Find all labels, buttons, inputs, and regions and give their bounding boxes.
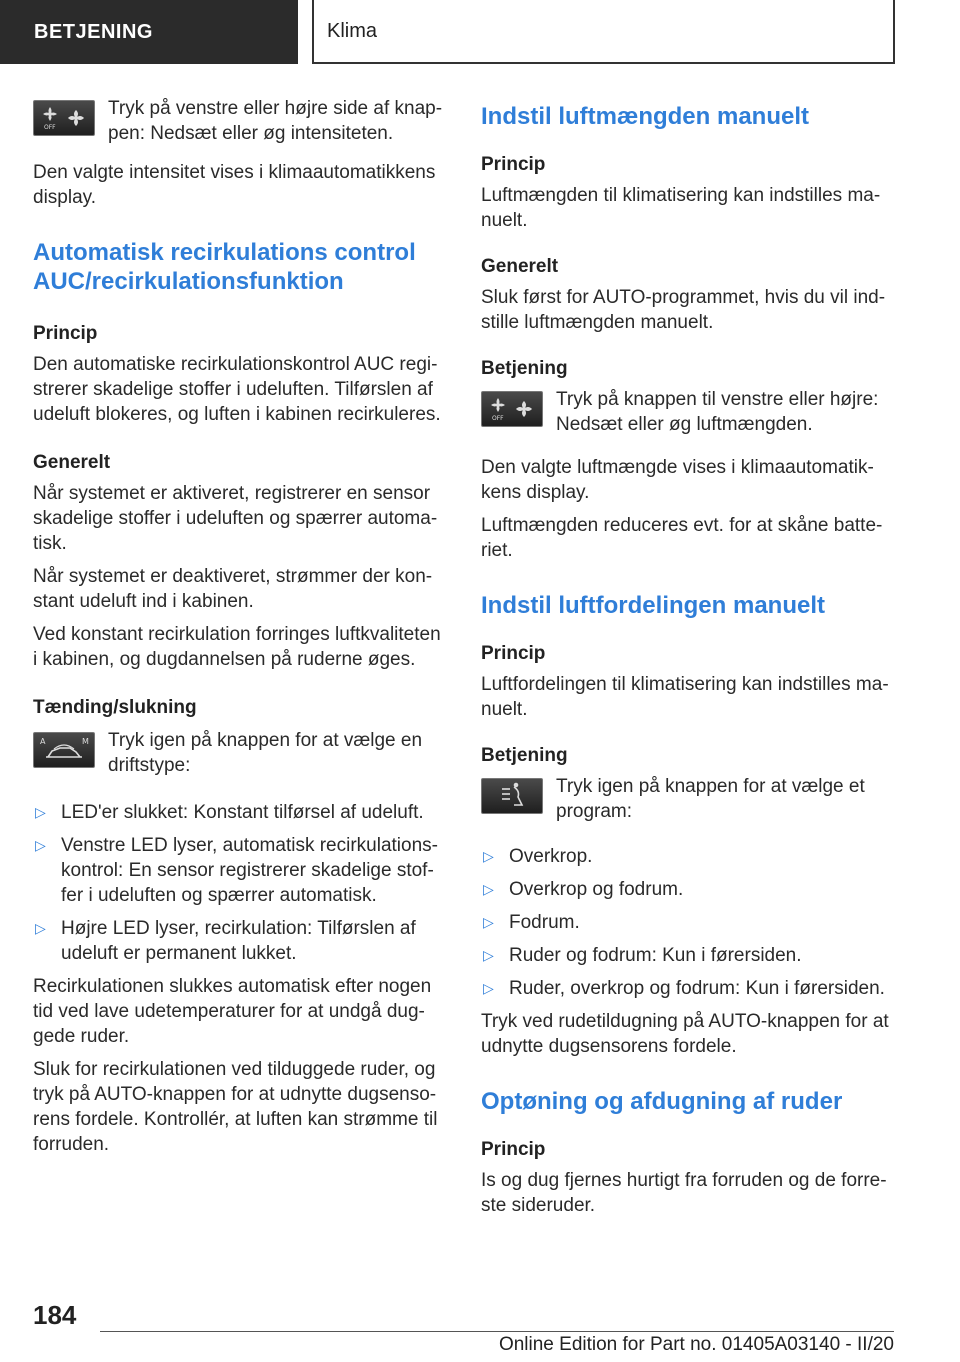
fordeling-princip: Luftfordelingen til klimatisering kan indstilles manuelt.: [481, 674, 889, 720]
princip-title: Princip: [481, 643, 546, 664]
fan-button-icon: [481, 391, 543, 427]
intro-para: Den valgte intensitet vises i klimaautomatikkens display.: [33, 162, 436, 208]
recirculation-button-icon: [33, 732, 95, 768]
bullet-triangle-icon: ▷: [35, 804, 46, 820]
list-item: ▷ Overkrop.: [483, 846, 593, 867]
list-item: ▷ Ruder, overkrop og fodrum: Kun i førersiden.: [483, 978, 885, 999]
princip-title: Princip: [33, 323, 98, 344]
generelt-title: Generelt: [33, 452, 111, 473]
luft-p2: Luftmængden reduceres evt. for at skåne batteriet.: [481, 515, 883, 561]
after-p1: Recirkulationen slukkes automatisk efter nogen tid ved lave udetemperaturer for at undgå duggede ruder.: [33, 976, 432, 1047]
recirc-modes-list: [33, 800, 445, 966]
air-distribution-button-icon: [481, 778, 543, 814]
page-number: 184: [33, 1300, 77, 1330]
bullet-triangle-icon: ▷: [483, 914, 494, 930]
svg-text:OFF: OFF: [44, 124, 56, 131]
list-item: ▷ Overkrop og fodrum.: [483, 879, 684, 900]
svg-text:A: A: [40, 737, 46, 746]
bullet-triangle-icon: ▷: [483, 947, 494, 963]
generelt-title: Generelt: [481, 256, 559, 277]
princip-title: Princip: [481, 154, 546, 175]
bullet-triangle-icon: ▷: [35, 837, 46, 853]
airdist-program-list: [481, 844, 896, 1001]
taending-icon-text: Tryk igen på knappen for at vælge en driftstype:: [108, 730, 423, 776]
princip-title: Princip: [481, 1139, 546, 1160]
list-item: ▷ Ruder og fodrum: Kun i førersiden.: [483, 945, 802, 966]
header-chapter-label: Klima: [327, 19, 378, 42]
list-item: ▷ LED'er slukket: Konstant tilførsel af udeluft.: [35, 802, 424, 823]
intro-text: Tryk på venstre eller højre side af knappen: Nedsæt eller øg intensiteten.: [108, 98, 443, 144]
taending-title: Tænding/slukning: [33, 697, 197, 718]
footer-edition: Online Edition for Part no. 01405A03140 - II/20: [498, 1334, 894, 1355]
generelt-p3: Ved konstant recirkulation forringes luftkvaliteten i kabinen, og dugdannelsen på ruderne øges.: [33, 624, 441, 670]
recirc-instruction: [33, 728, 445, 778]
right-column: [481, 96, 896, 1232]
luft-instruction: [481, 387, 896, 437]
heading-luftmaengde: Indstil luftmængden manuelt: [481, 103, 809, 130]
after-p2: Sluk for recirkulationen ved tilduggede ruder, og tryk på AUTO-knappen for at udnytte dugsensorens fordele. Kontrollér, at luften kan strømme til forruden.: [33, 1059, 438, 1155]
generelt-p1: Når systemet er aktiveret, registrerer en sensor skadelige stoffer i udeluften og spærrer automatisk.: [33, 483, 438, 554]
luft-icon-text: Tryk på knappen til venstre eller højre: Nedsæt eller øg luftmængden.: [556, 389, 879, 435]
princip-text: Den automatiske recirkulationskontrol AUC registrerer skadelige stoffer i udeluften. Tilførslen af udeluft blokeres, og luften i kabinen recirkuleres.: [33, 354, 441, 425]
header-section: [0, 0, 298, 64]
bullet-triangle-icon: ▷: [483, 848, 494, 864]
fan-button-icon: [33, 100, 95, 136]
luft-princip: Luftmængden til klimatisering kan indstilles manuelt.: [481, 185, 881, 231]
fan-intensity-instruction: [33, 96, 445, 146]
betjening-title: Betjening: [481, 745, 568, 766]
footer-divider: [100, 1331, 894, 1332]
bullet-triangle-icon: ▷: [483, 980, 494, 996]
fordeling-icon-text: Tryk igen på knappen for at vælge et program:: [556, 776, 865, 822]
svg-text:OFF: OFF: [492, 415, 504, 422]
list-item: ▷ Fodrum.: [483, 912, 580, 933]
generelt-p2: Når systemet er deaktiveret, strømmer der konstant udeluft ind i kabinen.: [33, 566, 433, 612]
header-section-label: BETJENING: [34, 20, 153, 43]
list-item: ▷ Venstre LED lyser, automatisk recirkulationskontrol: En sensor registrerer skadelige stoffer i udeluften og spærrer automatisk.: [35, 835, 438, 906]
heading-optoning: Optøning og afdugning af ruder: [481, 1088, 843, 1115]
optoning-text: Is og dug fjernes hurtigt fra forruden og de forreste sideruder.: [481, 1170, 887, 1216]
fordeling-after: Tryk ved rudetildugning på AUTO-knappen for at udnytte dugsensorens fordele.: [481, 1011, 889, 1057]
svg-text:M: M: [82, 737, 89, 746]
betjening-title: Betjening: [481, 358, 568, 379]
bullet-triangle-icon: ▷: [483, 881, 494, 897]
heading-luftfordeling: Indstil luftfordelingen manuelt: [481, 592, 825, 619]
luft-p1: Den valgte luftmængde vises i klimaautomatikkens display.: [481, 457, 874, 503]
fordeling-instruction: [481, 774, 896, 824]
left-column: [33, 96, 445, 1171]
header-chapter: [312, 0, 895, 64]
list-item: ▷ Højre LED lyser, recirkulation: Tilførslen af udeluft er permanent lukket.: [35, 918, 416, 964]
heading-auc: Automatisk recirkulations control AUC/recirkulationsfunktion: [33, 239, 416, 295]
bullet-triangle-icon: ▷: [35, 920, 46, 936]
luft-generelt: Sluk først for AUTO-programmet, hvis du vil indstille luftmængden manuelt.: [481, 287, 886, 333]
